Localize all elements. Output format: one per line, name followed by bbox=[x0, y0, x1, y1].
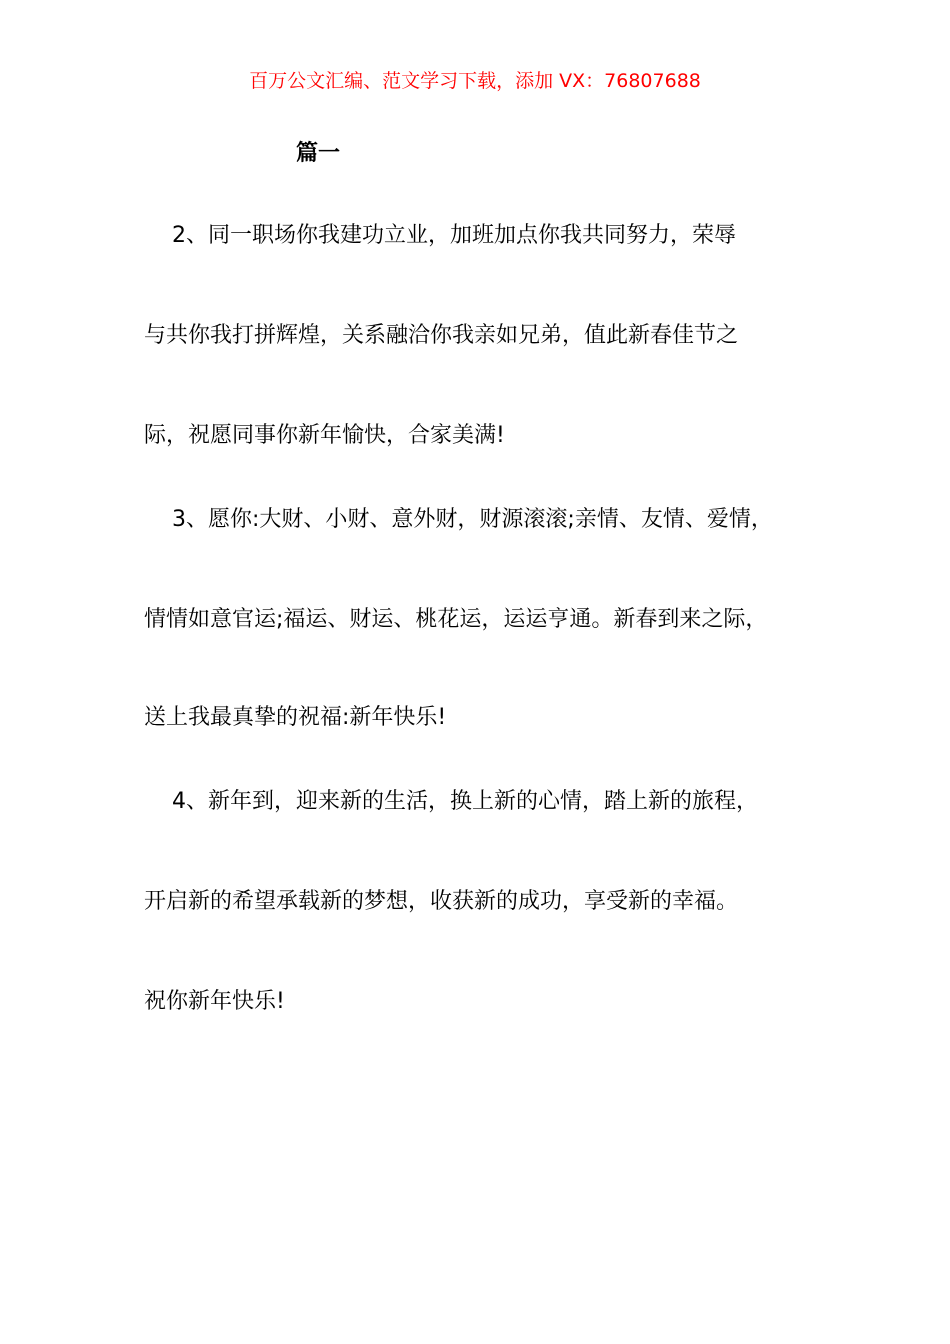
section-title: 篇一 bbox=[296, 141, 341, 166]
paragraph-2-line-1: 3、愿你:大财、小财、意外财，财源滚滚;亲情、友情、爱情， bbox=[172, 507, 773, 532]
header-ad-text: 百万公文汇编、范文学习下载，添加 VX：76807688 bbox=[249, 70, 701, 92]
paragraph-1-line-3: 际，祝愿同事你新年愉快，合家美满! bbox=[144, 423, 505, 448]
paragraph-2-line-2: 情情如意官运;福运、财运、桃花运，运运亨通。新春到来之际， bbox=[144, 607, 768, 632]
paragraph-1-line-1: 2、同一职场你我建功立业，加班加点你我共同努力，荣辱 bbox=[172, 223, 736, 248]
paragraph-2-line-3: 送上我最真挚的祝福:新年快乐! bbox=[144, 705, 447, 730]
paragraph-1-line-2: 与共你我打拼辉煌，关系融洽你我亲如兄弟，值此新春佳节之 bbox=[144, 323, 739, 348]
paragraph-3-line-1: 4、新年到，迎来新的生活，换上新的心情，踏上新的旅程， bbox=[172, 789, 758, 814]
paragraph-3-line-3: 祝你新年快乐! bbox=[144, 989, 285, 1014]
paragraph-3-line-2: 开启新的希望承载新的梦想，收获新的成功，享受新的幸福。 bbox=[144, 889, 739, 914]
